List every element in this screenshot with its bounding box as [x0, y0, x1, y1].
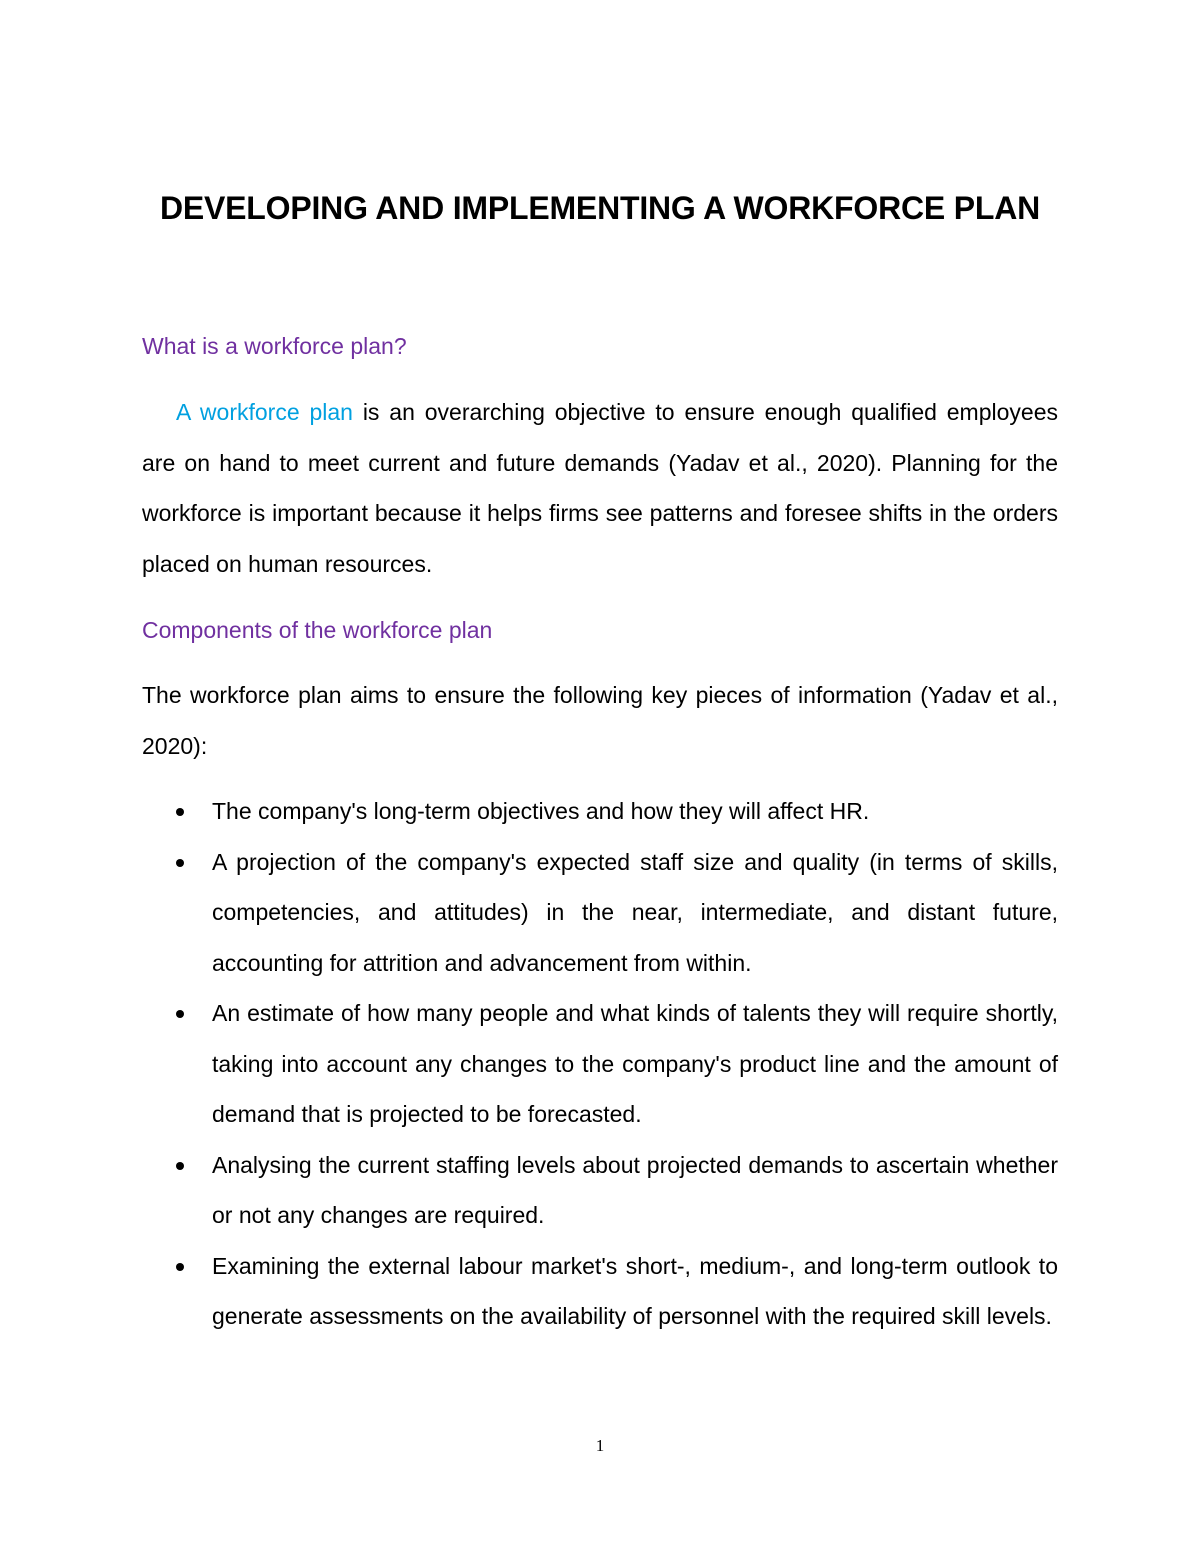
list-item: The company's long-term objectives and how they will affect HR.: [142, 786, 1058, 837]
list-item: Analysing the current staffing levels about projected demands to ascertain whether or not any changes are required.: [142, 1140, 1058, 1241]
list-item: An estimate of how many people and what kinds of talents they will require shortly, taking into account any changes to the company's product line and the amount of demand that is projected to be forecasted.: [142, 988, 1058, 1140]
components-bullet-list: [142, 786, 1058, 1342]
highlighted-term: A workforce plan: [176, 399, 353, 425]
definition-text: is an overarching objective to ensure enough qualified employees are on hand to meet current and future demands (Yadav et al., 2020). Planning for the workforce is important because it helps firms see patterns and foresee shifts in the orders placed on human resources.: [142, 399, 1058, 577]
page-number: 1: [595, 1436, 605, 1455]
list-item: Examining the external labour market's short-, medium-, and long-term outlook to generate assessments on the availability of personnel with the required skill levels.: [142, 1241, 1058, 1342]
section-heading-components: Components of the workforce plan: [142, 617, 493, 643]
section-heading-what-is: What is a workforce plan?: [142, 333, 407, 359]
bullet-icon: [176, 1010, 184, 1018]
list-item: A projection of the company's expected staff size and quality (in terms of skills, competencies, and attitudes) in the near, intermediate, and distant future, accounting for attrition and advancement from within.: [142, 837, 1058, 989]
bullet-icon: [176, 1162, 184, 1170]
document-title: DEVELOPING AND IMPLEMENTING A WORKFORCE PLAN: [159, 190, 1041, 226]
bullet-icon: [176, 1263, 184, 1271]
bullet-icon: [176, 808, 184, 816]
components-intro-paragraph: The workforce plan aims to ensure the following key pieces of information (Yadav et al., 2020):: [142, 682, 1058, 759]
definition-paragraph: [142, 387, 1058, 589]
bullet-icon: [176, 859, 184, 867]
